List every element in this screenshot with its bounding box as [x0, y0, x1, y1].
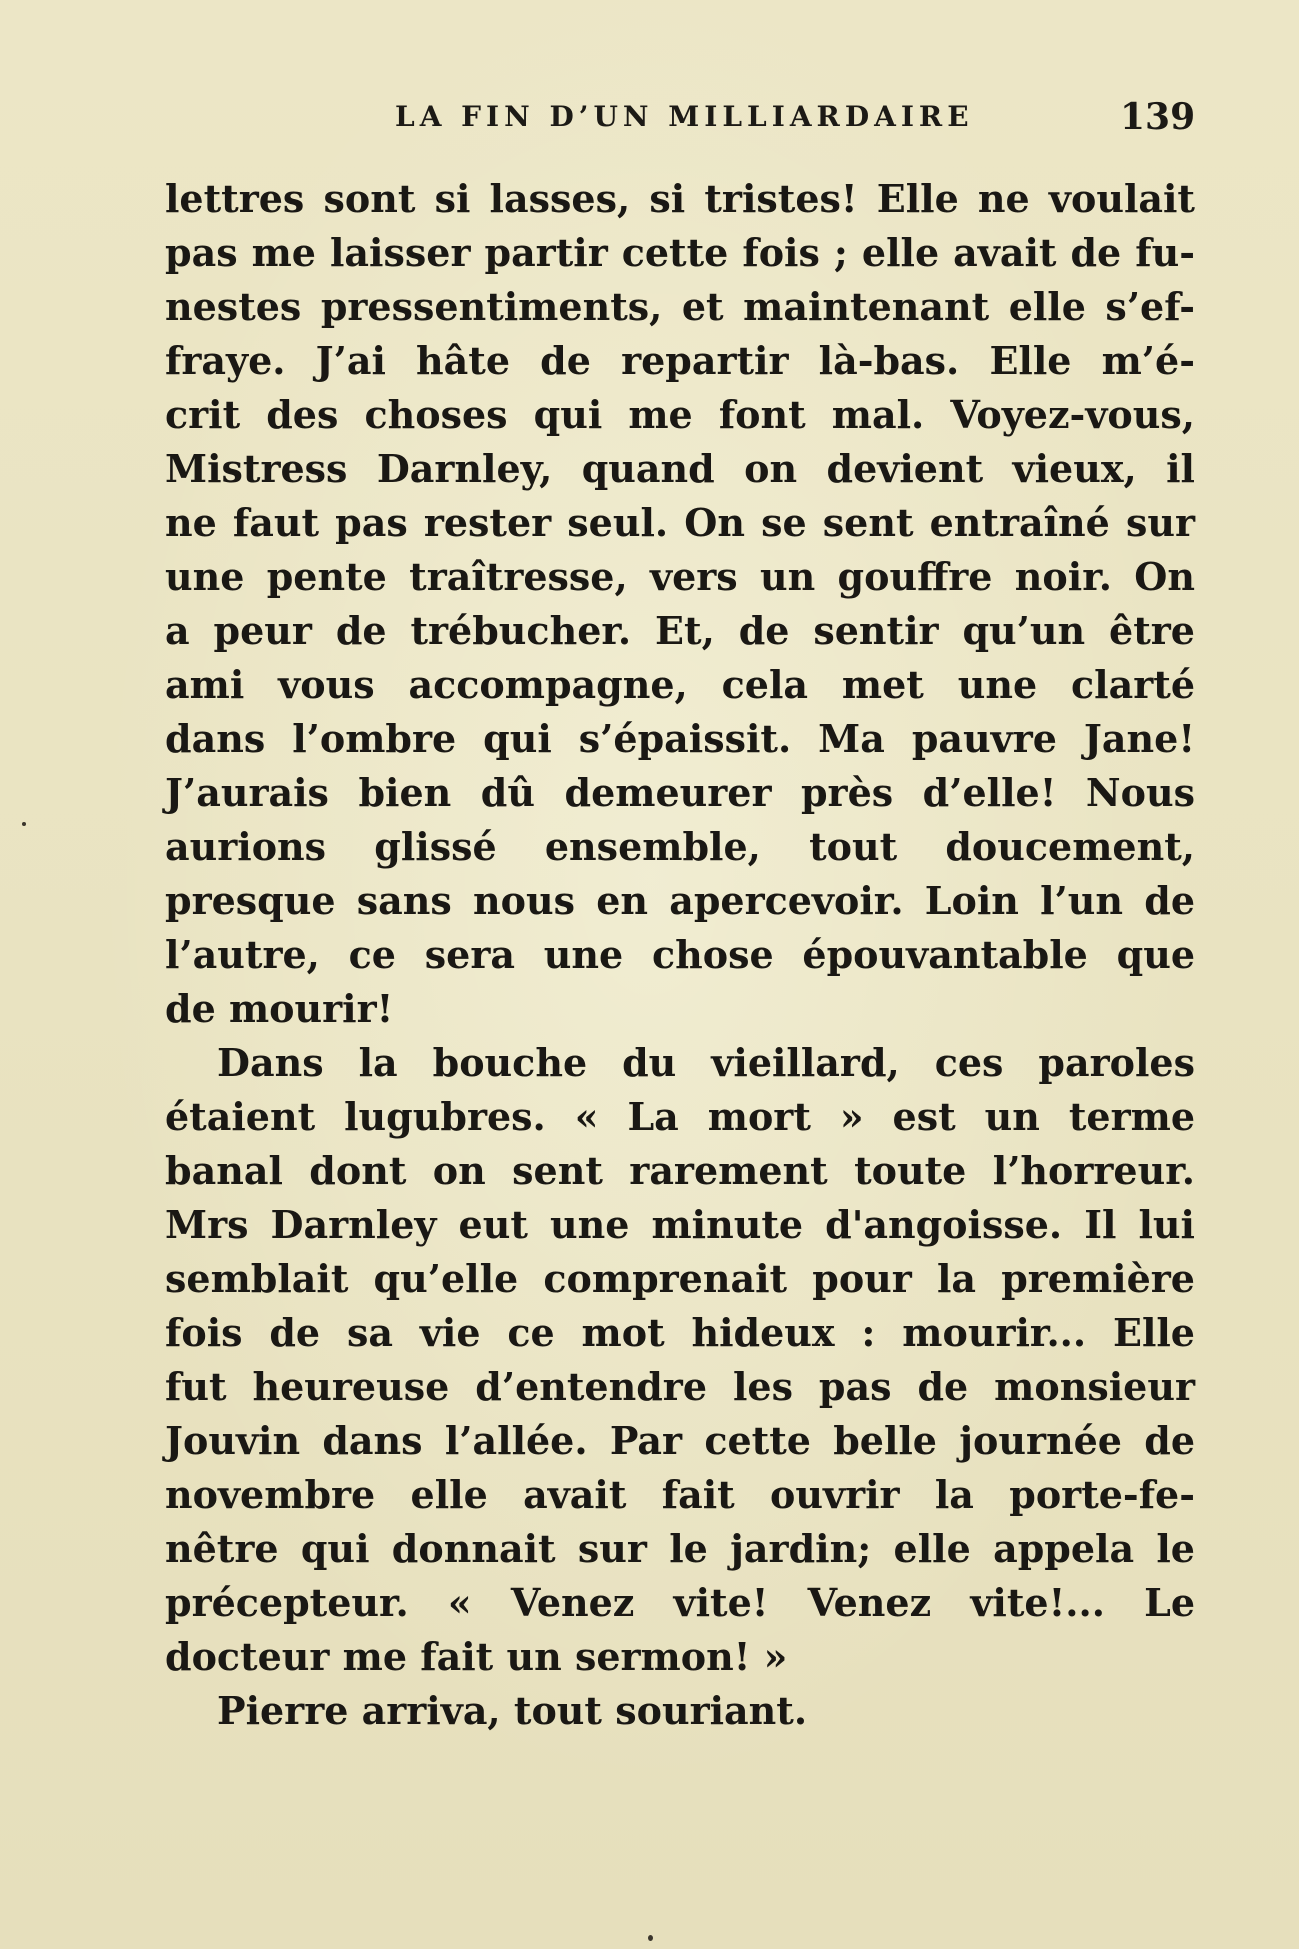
text-line: fois de sa vie ce mot hideux : mourir... Elle: [165, 1310, 1195, 1355]
text-line: semblait qu’elle comprenait pour la première: [165, 1256, 1195, 1301]
paper-speck: [648, 1935, 653, 1941]
text-line-paragraph-end: docteur me fait un sermon! »: [165, 1634, 788, 1679]
text-line: fraye. J’ai hâte de repartir là-bas. Elle m’é-: [165, 338, 1195, 383]
text-line: dans l’ombre qui s’épaissit. Ma pauvre Jane!: [165, 716, 1195, 761]
text-line: pas me laisser partir cette fois ; elle avait de fu-: [165, 230, 1195, 275]
text-line: l’autre, ce sera une chose épouvantable que: [165, 932, 1195, 977]
running-head-title: LA FIN D’UN MILLIARDAIRE: [395, 100, 974, 133]
text-line: Mistress Darnley, quand on devient vieux, il: [165, 446, 1195, 491]
text-line: fut heureuse d’entendre les pas de monsieur: [165, 1364, 1195, 1409]
text-line: crit des choses qui me font mal. Voyez-vous,: [165, 392, 1195, 437]
text-line: étaient lugubres. « La mort » est un terme: [165, 1094, 1195, 1139]
page-number: 139: [1120, 96, 1196, 138]
text-line: nêtre qui donnait sur le jardin; elle appela le: [165, 1526, 1195, 1571]
text-line-paragraph-end: de mourir!: [165, 986, 394, 1031]
text-line-paragraph-start: Dans la bouche du vieillard, ces paroles: [217, 1040, 1195, 1085]
text-line: J’aurais bien dû demeurer près d’elle! Nous: [165, 770, 1195, 815]
text-line: Mrs Darnley eut une minute d'angoisse. Il lui: [165, 1202, 1195, 1247]
text-line: nestes pressentiments, et maintenant elle s’ef-: [165, 284, 1195, 329]
text-line: presque sans nous en apercevoir. Loin l’un de: [165, 878, 1195, 923]
text-line-paragraph-start: Pierre arriva, tout souriant.: [217, 1688, 808, 1733]
text-line: novembre elle avait fait ouvrir la porte-fe-: [165, 1472, 1195, 1517]
text-line: ami vous accompagne, cela met une clarté: [165, 662, 1195, 707]
paper-speck: [22, 822, 26, 826]
text-line: Jouvin dans l’allée. Par cette belle journée de: [165, 1418, 1195, 1463]
text-line: ne faut pas rester seul. On se sent entraîné sur: [165, 500, 1195, 545]
text-line: aurions glissé ensemble, tout doucement,: [165, 824, 1195, 869]
text-line: une pente traîtresse, vers un gouffre noir. On: [165, 554, 1195, 599]
text-line: banal dont on sent rarement toute l’horreur.: [165, 1148, 1195, 1193]
body-text: [165, 172, 1195, 1738]
text-line: a peur de trébucher. Et, de sentir qu’un être: [165, 608, 1195, 653]
text-line: lettres sont si lasses, si tristes! Elle ne voulait: [165, 176, 1195, 221]
text-line: précepteur. « Venez vite! Venez vite!... Le: [165, 1580, 1195, 1625]
